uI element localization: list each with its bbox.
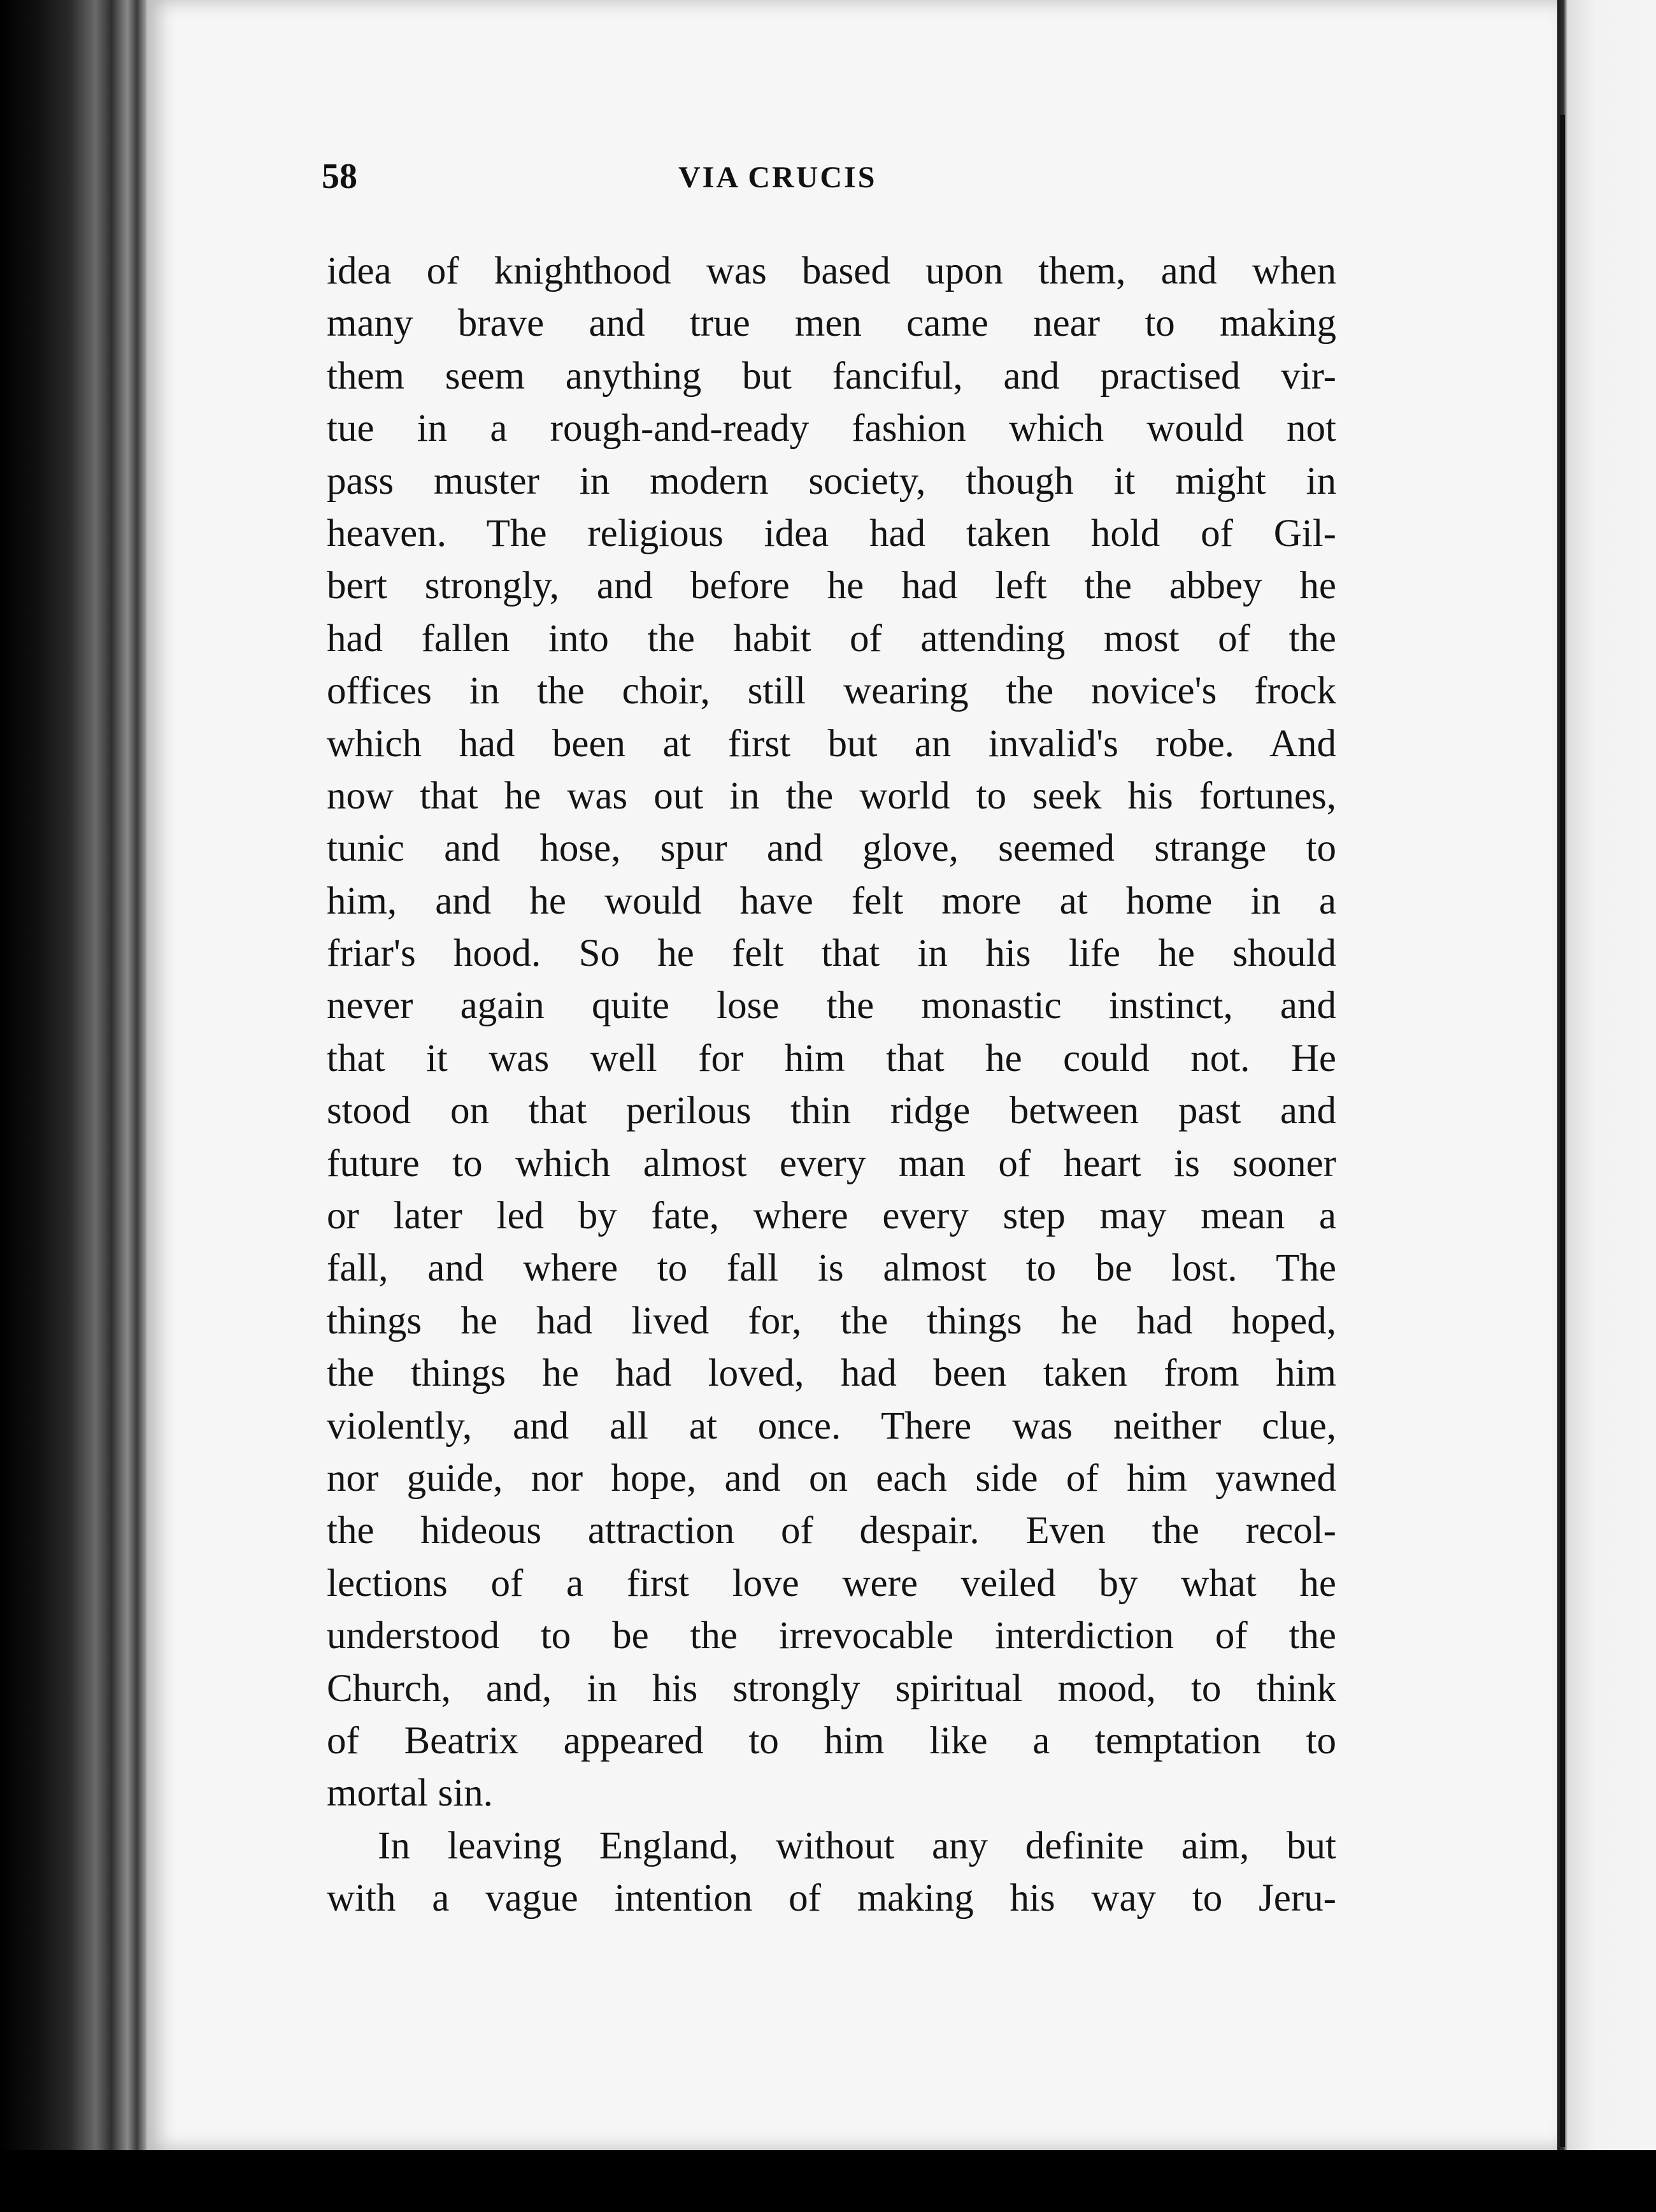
body-text (327, 245, 1336, 1925)
text-line: understood to be the irrevocable interdiction of the (327, 1614, 1336, 1658)
text-line: Church, and, in his strongly spiritual mood, to think (327, 1667, 1336, 1710)
text-line: tunic and hose, spur and glove, seemed strange to (327, 827, 1336, 870)
text-line: bert strongly, and before he had left the abbey he (327, 564, 1336, 608)
text-line: violently, and all at once. There was neither clue, (327, 1404, 1336, 1447)
text-line: offices in the choir, still wearing the novice's frock (327, 670, 1336, 713)
text-line: mortal sin. (327, 1772, 493, 1815)
text-line: In leaving England, without any definite aim, but (378, 1824, 1336, 1867)
text-line: of Beatrix appeared to him like a temptation to (327, 1719, 1336, 1762)
text-line: lections of a first love were veiled by what he (327, 1562, 1336, 1605)
text-line: them seem anything but fanciful, and practised vir- (327, 354, 1336, 398)
text-line: stood on that perilous thin ridge between past and (327, 1089, 1336, 1133)
text-line: never again quite lose the monastic instinct, and (327, 984, 1336, 1028)
page-header (322, 156, 1334, 207)
text-line: the things he had loved, had been taken from him (327, 1352, 1336, 1395)
page-number: 58 (322, 157, 357, 196)
scan-border-bottom (0, 2150, 1656, 2212)
gutter-shadow-line (1560, 115, 1565, 2147)
text-line: fall, and where to fall is almost to be lost. The (327, 1247, 1336, 1290)
text-line: heaven. The religious idea had taken hold of Gil- (327, 512, 1336, 555)
text-line: tue in a rough-and-ready fashion which would not (327, 407, 1336, 450)
text-line: which had been at first but an invalid's robe. And (327, 722, 1336, 765)
text-line: with a vague intention of making his way to Jeru- (327, 1877, 1336, 1920)
text-line: had fallen into the habit of attending most of the (327, 617, 1336, 660)
text-line: now that he was out in the world to seek his fortunes, (327, 774, 1336, 817)
facing-page-edge (1557, 0, 1656, 2150)
text-line: the hideous attraction of despair. Even the recol- (327, 1509, 1336, 1553)
text-line: friar's hood. So he felt that in his life he should (327, 932, 1336, 975)
book-spine-edge (0, 0, 150, 2212)
text-line: idea of knighthood was based upon them, and when (327, 250, 1336, 292)
text-line: many brave and true men came near to making (327, 302, 1336, 345)
paragraph-1 (327, 245, 1336, 1820)
text-line: him, and he would have felt more at home in a (327, 879, 1336, 923)
text-line: nor guide, nor hope, and on each side of him yawned (327, 1456, 1336, 1500)
text-line: pass muster in modern society, though it might in (327, 459, 1336, 503)
text-line: things he had lived for, the things he had hoped, (327, 1299, 1336, 1342)
text-line: future to which almost every man of heart is sooner (327, 1142, 1336, 1185)
text-line: or later led by fate, where every step may mean a (327, 1195, 1336, 1238)
paragraph-2 (327, 1820, 1336, 1925)
text-line: that it was well for him that he could not. He (327, 1037, 1336, 1080)
running-head: VIA CRUCIS (678, 161, 877, 194)
